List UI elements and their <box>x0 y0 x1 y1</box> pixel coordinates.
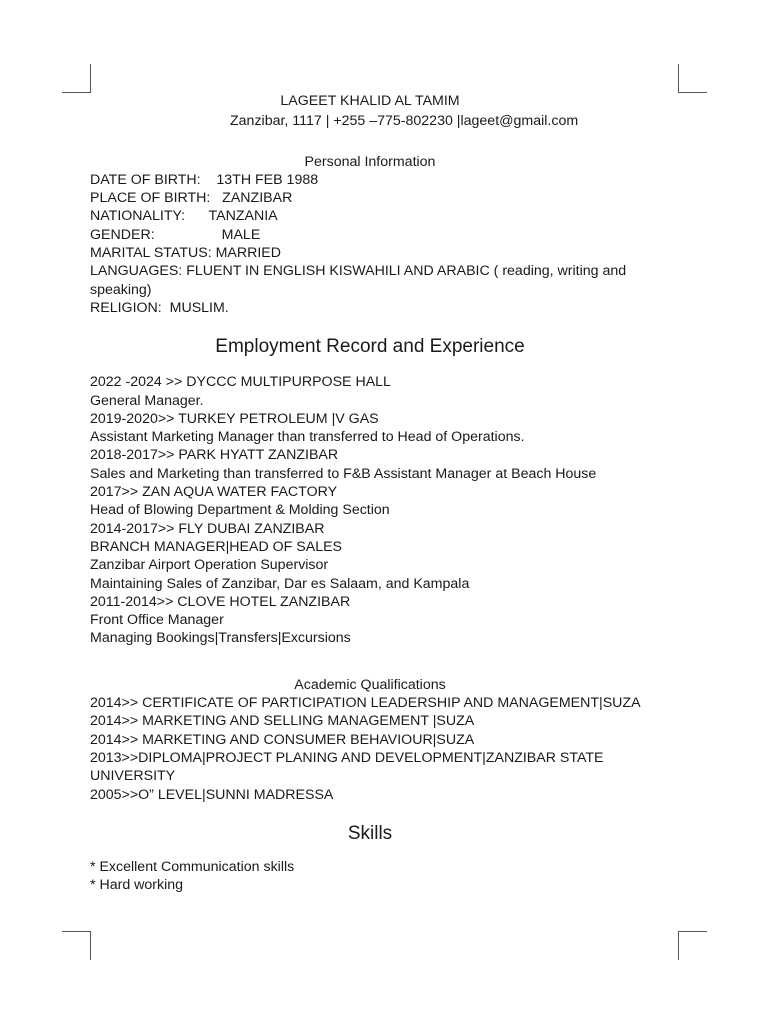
employment-line: Front Office Manager <box>90 612 224 629</box>
personal-info-list <box>90 171 650 317</box>
skills-heading: Skills <box>347 822 393 844</box>
personal-info-heading: Personal Information <box>304 153 436 170</box>
academic-list <box>90 694 650 804</box>
academic-heading: Academic Qualifications <box>294 676 446 693</box>
employment-line: Assistant Marketing Manager than transferred to Head of Operations. <box>90 429 525 446</box>
employment-line: 2017>> ZAN AQUA WATER FACTORY <box>90 484 338 501</box>
resume-content <box>90 92 650 894</box>
employment-line: General Manager. <box>90 392 204 409</box>
employment-line: BRANCH MANAGER|HEAD OF SALES <box>90 538 343 555</box>
employment-line: Sales and Marketing than transferred to F&B Assistant Manager at Beach House <box>90 465 597 482</box>
skill-item: * Excellent Communication skills <box>90 858 295 875</box>
academic-line: 2014>> MARKETING AND CONSUMER BEHAVIOUR|SUZA <box>90 731 475 748</box>
employment-line: Managing Bookings|Transfers|Excursions <box>90 630 351 647</box>
crop-mark-top-left <box>62 64 91 93</box>
personal-info-line: PLACE OF BIRTH: ZANZIBAR <box>90 190 293 207</box>
employment-line: 2022 -2024 >> DYCCC MULTIPURPOSE HALL <box>90 374 391 391</box>
employment-heading: Employment Record and Experience <box>215 336 525 358</box>
academic-line: 2014>> MARKETING AND SELLING MANAGEMENT |SUZA <box>90 713 475 730</box>
employment-line: 2018-2017>> PARK HYATT ZANZIBAR <box>90 447 339 464</box>
academic-line: 2013>>DIPLOMA|PROJECT PLANING AND DEVELOPMENT|ZANZIBAR STATE UNIVERSITY <box>90 749 608 785</box>
skills-list <box>90 858 650 895</box>
employment-list <box>90 373 650 647</box>
crop-mark-bottom-right <box>678 931 707 960</box>
employment-line: 2019-2020>> TURKEY PETROLEUM |V GAS <box>90 410 379 427</box>
skill-item: * Hard working <box>90 877 184 894</box>
employment-line: Maintaining Sales of Zanzibar, Dar es Salaam, and Kampala <box>90 575 470 592</box>
employment-line: 2011-2014>> CLOVE HOTEL ZANZIBAR <box>90 593 351 610</box>
contact-line: Zanzibar, 1117 | +255 –775-802230 |lageet@gmail.com <box>230 113 579 130</box>
personal-info-line: RELIGION: MUSLIM. <box>90 299 229 316</box>
employment-line: 2014-2017>> FLY DUBAI ZANZIBAR <box>90 520 325 537</box>
crop-mark-bottom-left <box>62 931 91 960</box>
crop-mark-top-right <box>678 64 707 93</box>
personal-info-line: NATIONALITY: TANZANIA <box>90 208 278 225</box>
academic-line: 2005>>O” LEVEL|SUNNI MADRESSA <box>90 786 334 803</box>
academic-line: 2014>> CERTIFICATE OF PARTICIPATION LEADERSHIP AND MANAGEMENT|SUZA <box>90 695 641 712</box>
personal-info-line: LANGUAGES: FLUENT IN ENGLISH KISWAHILI AND ARABIC ( reading, writing and speaking) <box>90 263 631 298</box>
personal-info-line: DATE OF BIRTH: 13TH FEB 1988 <box>90 171 319 188</box>
employment-line: Zanzibar Airport Operation Supervisor <box>90 557 329 574</box>
employment-line: Head of Blowing Department & Molding Section <box>90 502 390 519</box>
applicant-name: LAGEET KHALID AL TAMIM <box>280 93 460 109</box>
personal-info-line: GENDER: MALE <box>90 226 261 243</box>
personal-info-line: MARITAL STATUS: MARRIED <box>90 245 282 262</box>
